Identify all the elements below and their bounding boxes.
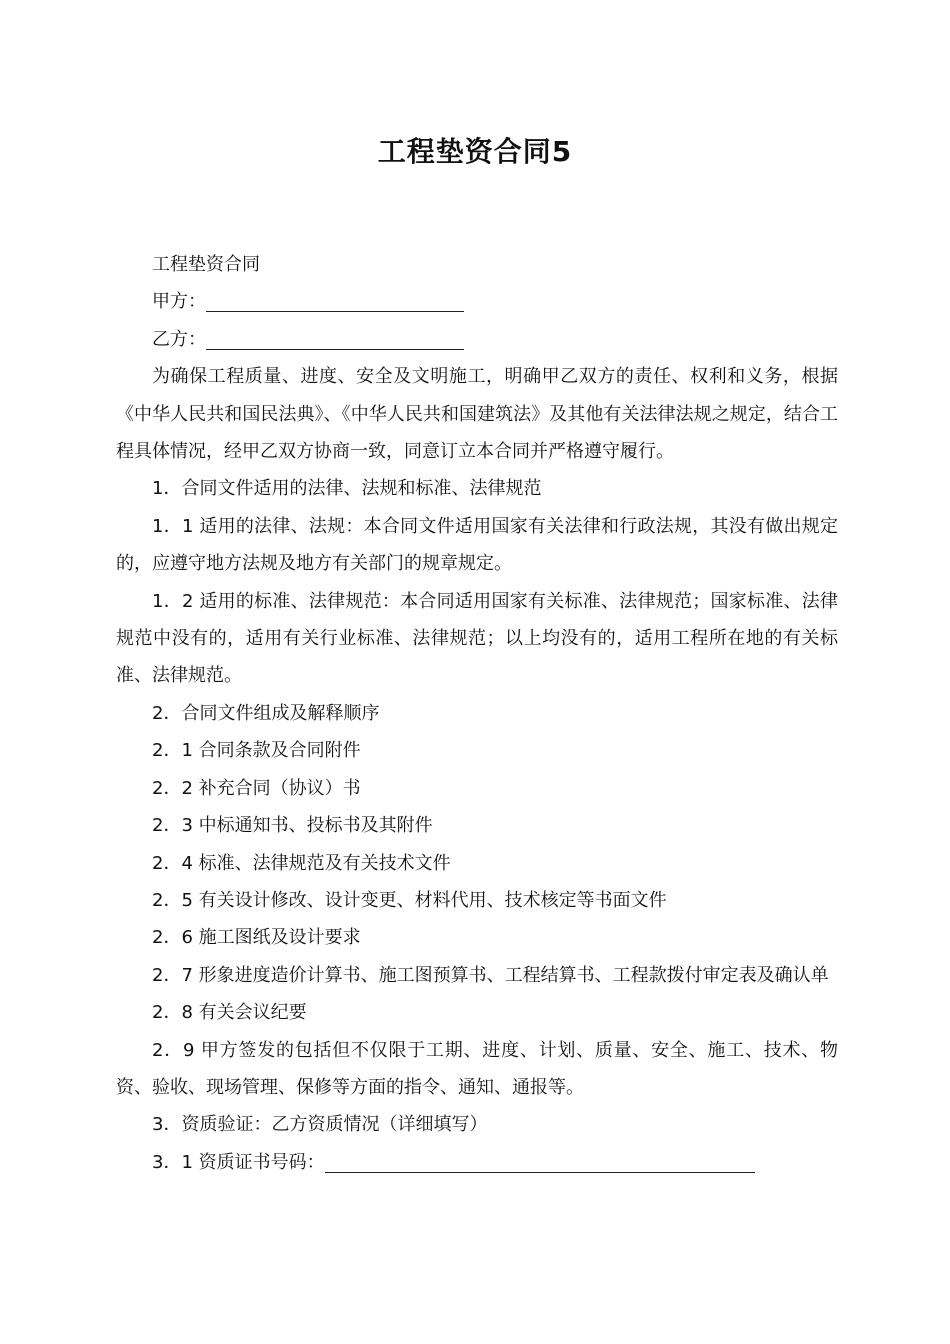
clause-2-9: 2．9 甲方签发的包括但不仅限于工期、进度、计划、质量、安全、施工、技术、物资、验收、现场管理、保修等方面的指令、通知、通报等。 xyxy=(116,1039,838,1098)
contract-heading: 工程垫资合同 xyxy=(152,254,260,275)
clause-2-5: 2．5 有关设计修改、设计变更、材料代用、技术核定等书面文件 xyxy=(152,889,667,911)
document-title: 工程垫资合同5 xyxy=(377,135,573,168)
clause-2-3: 2．3 中标通知书、投标书及其附件 xyxy=(152,815,433,837)
party-b-blank xyxy=(206,329,464,350)
document-body xyxy=(116,246,838,1181)
clause-2-6: 2．6 施工图纸及设计要求 xyxy=(152,927,361,949)
clause-3: 3．资质验证：乙方资质情况（详细填写） xyxy=(152,1114,488,1136)
clause-1: 1．合同文件适用的法律、法规和标准、法律规范 xyxy=(152,478,542,500)
clause-2: 2．合同文件组成及解释顺序 xyxy=(152,702,380,724)
clause-1-2: 1．2 适用的标准、法律规范：本合同适用国家有关标准、法律规范；国家标准、法律规范中没有的，适用有关行业标准、法律规范；以上均没有的，适用工程所在地的有关标准、法律规范。 xyxy=(116,590,838,687)
party-a-blank xyxy=(206,291,464,312)
certificate-number-blank xyxy=(325,1152,755,1173)
party-a-line: 甲方： xyxy=(116,283,838,320)
clause-2-1: 2．1 合同条款及合同附件 xyxy=(152,740,361,762)
preamble-paragraph: 为确保工程质量、进度、安全及文明施工，明确甲乙双方的责任、权利和义务，根据《中华人民共和国民法典》、《中华人民共和国建筑法》及其他有关法律法规之规定，结合工程具体情况，经甲乙双方协商一致，同意订立本合同并严格遵守履行。 xyxy=(116,366,838,463)
clause-2-7: 2．7 形象进度造价计算书、施工图预算书、工程结算书、工程款拨付审定表及确认单 xyxy=(152,964,829,986)
clause-1-1: 1．1 适用的法律、法规：本合同文件适用国家有关法律和行政法规，其没有做出规定的，应遵守地方法规及地方有关部门的规章规定。 xyxy=(116,515,838,575)
clause-2-2: 2．2 补充合同（协议）书 xyxy=(152,777,361,799)
clause-3-1: 3．1 资质证书号码： xyxy=(116,1144,838,1181)
clause-2-4: 2．4 标准、法律规范及有关技术文件 xyxy=(152,852,451,874)
party-b-line: 乙方： xyxy=(116,321,838,358)
clause-2-8: 2．8 有关会议纪要 xyxy=(152,1002,307,1024)
